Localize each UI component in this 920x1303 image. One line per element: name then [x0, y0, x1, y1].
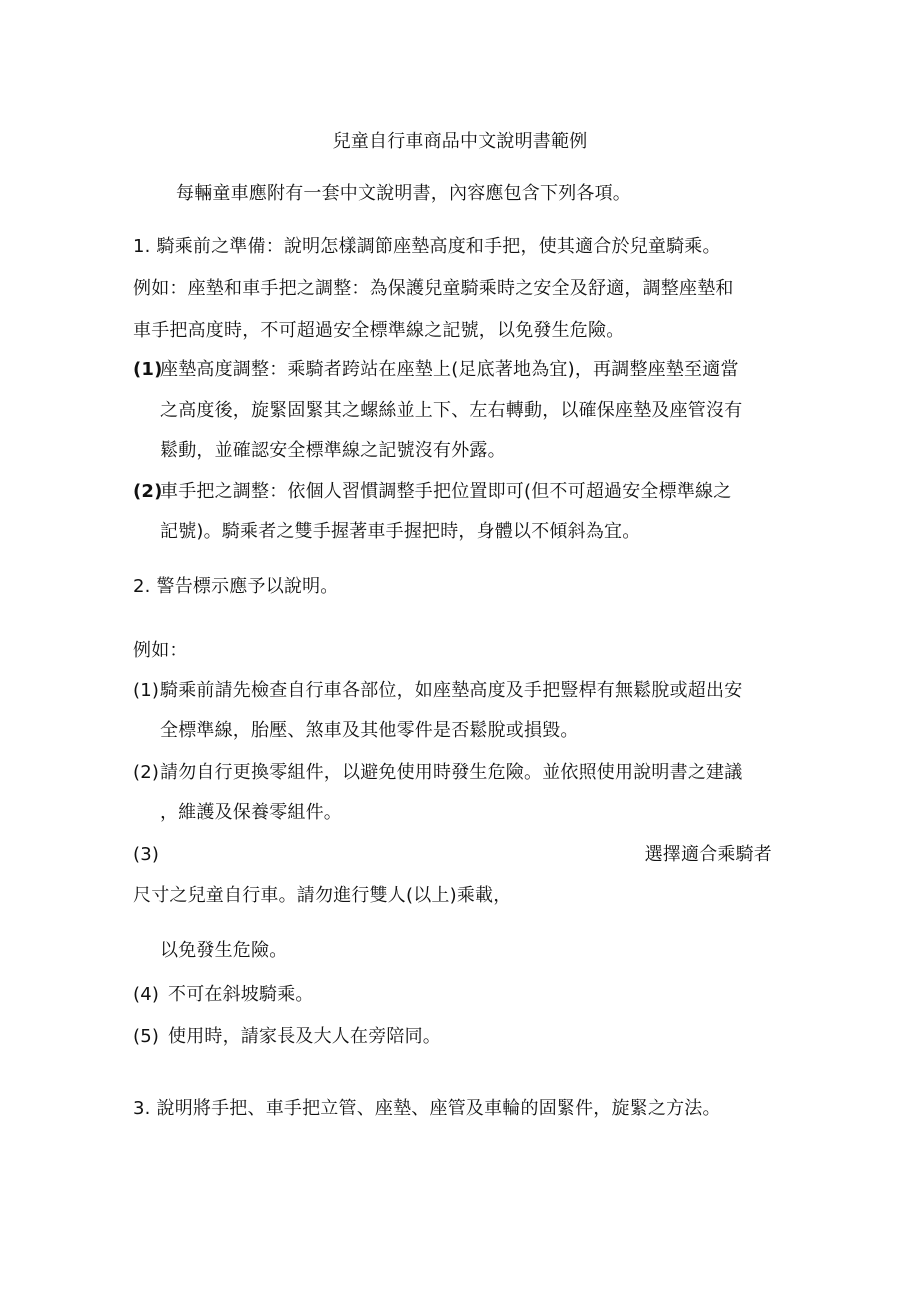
- section-heading-text: 說明將手把、車手把立管、座墊、座管及車輪的固緊件，旋緊之方法。: [156, 1098, 721, 1119]
- example-line: 車手把高度時，不可超過安全標準線之記號，以免發生危險。: [133, 320, 625, 341]
- item-number: (1): [133, 359, 163, 380]
- section-2-heading: [133, 576, 339, 598]
- list-item-text: ，維護及保養零組件。: [160, 802, 342, 823]
- item-number: (1): [133, 680, 160, 701]
- list-item-text: 尺寸之兒童自行車。請勿進行雙人(以上)乘載，: [133, 885, 512, 906]
- list-item-text: 請勿自行更換零組件，以避免使用時發生危險。並依照使用說明書之建議: [160, 762, 743, 783]
- item-number: (2): [133, 762, 160, 783]
- list-item-text: 不可在斜坡騎乘。: [168, 984, 314, 1005]
- list-item-number: [133, 481, 163, 503]
- list-item-text: 記號)。騎乘者之雙手握著車手握把時，身體以不傾斜為宜。: [160, 521, 641, 542]
- list-item-text: 車手把之調整：依個人習慣調整手把位置即可(但不可超過安全標準線之: [160, 481, 732, 502]
- list-item-text: 全標準線，胎壓、煞車及其他零件是否鬆脫或損毀。: [160, 720, 579, 741]
- example-label: 例如：: [133, 640, 188, 661]
- list-item-text: 以免發生危險。: [160, 940, 288, 961]
- list-item-number: [133, 359, 163, 381]
- document-title: 兒童自行車商品中文說明書範例: [332, 131, 588, 152]
- section-1-heading: [133, 236, 721, 258]
- item-number: (5): [133, 1026, 160, 1047]
- item-number: (4): [133, 984, 160, 1005]
- list-item-text: 使用時，請家長及大人在旁陪同。: [168, 1026, 441, 1047]
- list-item-text: 之高度後，旋緊固緊其之螺絲並上下、左右轉動，以確保座墊及座管沒有: [160, 400, 743, 421]
- section-heading-text: 騎乘前之準備：說明怎樣調節座墊高度和手把，使其適合於兒童騎乘。: [156, 236, 721, 257]
- item-number: (2): [133, 481, 163, 502]
- section-3-heading: [133, 1098, 721, 1120]
- list-item-text: 座墊高度調整：乘騎者跨站在座墊上(足底著地為宜)，再調整座墊至適當: [160, 359, 739, 380]
- intro-paragraph: 每輛童車應附有一套中文說明書，內容應包含下列各項。: [176, 183, 631, 204]
- list-item-text: 騎乘前請先檢查自行車各部位，如座墊高度及手把豎桿有無鬆脫或超出安: [160, 680, 743, 701]
- list-item-text: 鬆動，並確認安全標準線之記號沒有外露。: [160, 440, 506, 461]
- section-number: 2.: [133, 576, 151, 597]
- section-number: 3.: [133, 1098, 151, 1119]
- item-number: (3): [133, 844, 160, 865]
- list-item-text: 選擇適合乘騎者: [644, 844, 772, 865]
- section-heading-text: 警告標示應予以說明。: [156, 576, 339, 597]
- example-line: 例如：座墊和車手把之調整：為保護兒童騎乘時之安全及舒適，調整座墊和: [133, 278, 734, 299]
- section-number: 1.: [133, 236, 151, 257]
